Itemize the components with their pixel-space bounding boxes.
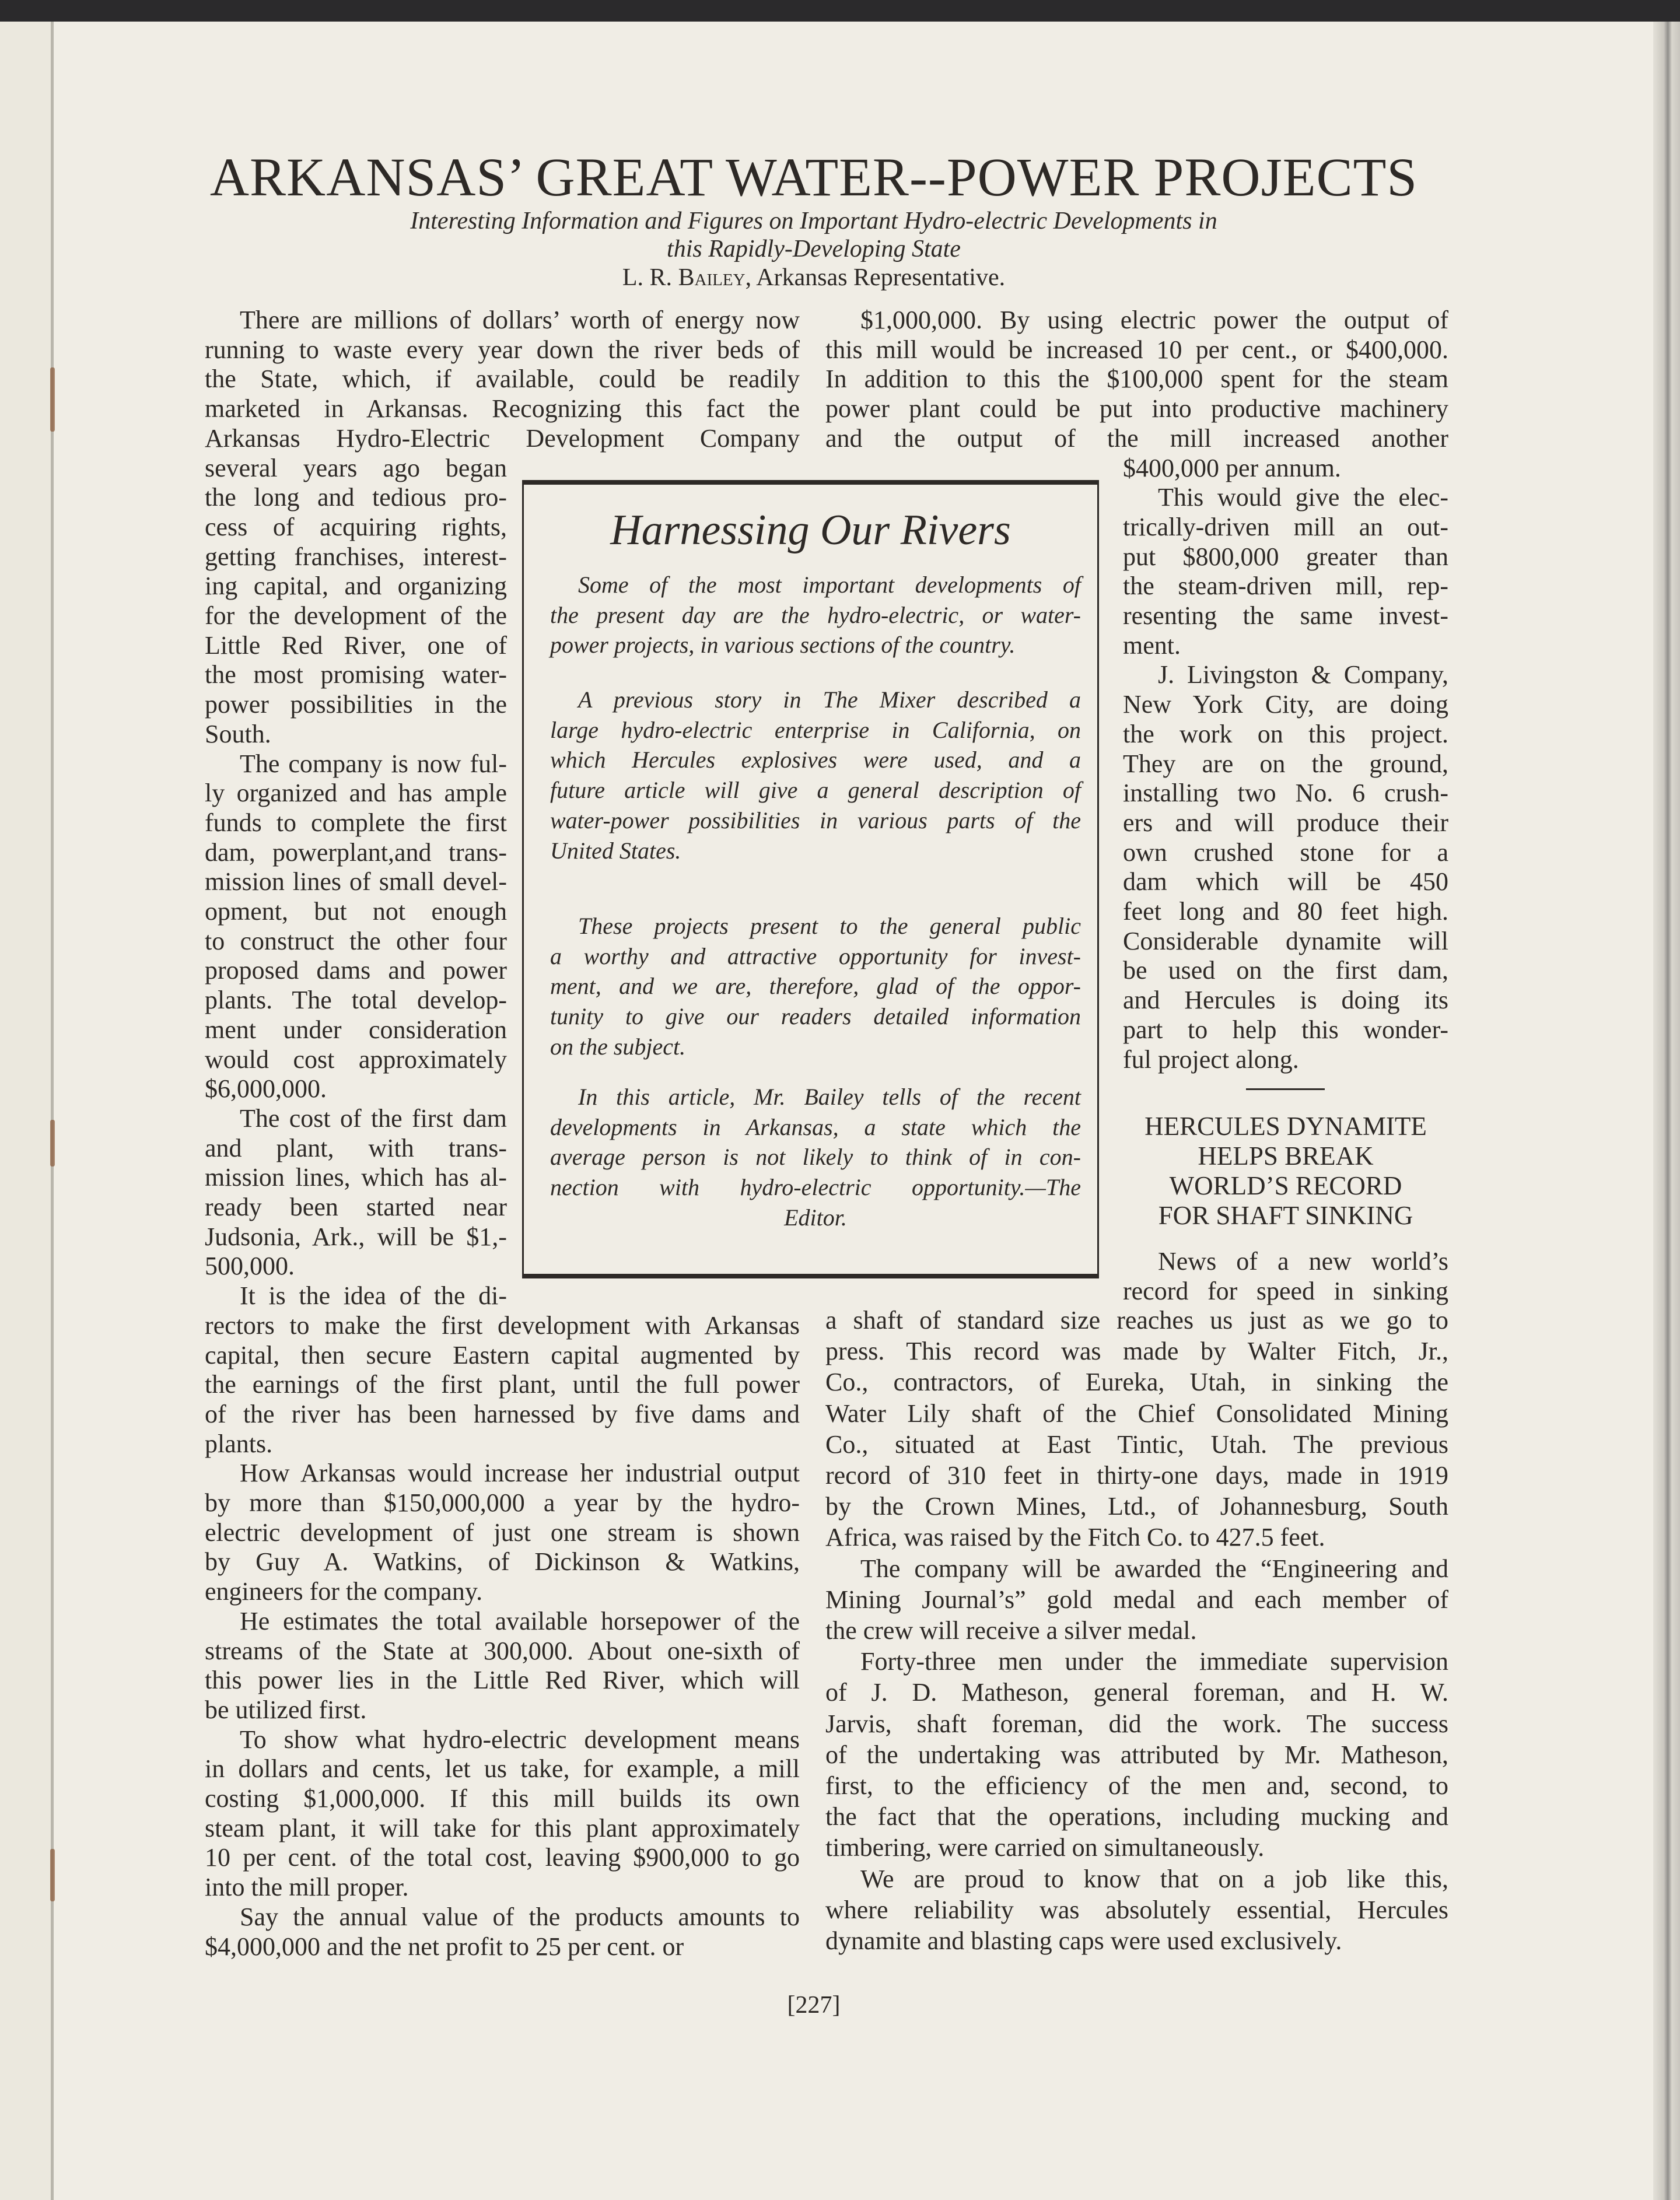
- text-line: the most promising water-: [205, 660, 507, 689]
- text-line: plants. The total develop-: [205, 986, 507, 1015]
- text-line: the earnings of the first plant, until the full power: [205, 1370, 800, 1399]
- text-line: by Guy A. Watkins, of Dickinson & Watkins,: [205, 1547, 800, 1577]
- text-line: on the subject.: [550, 1033, 686, 1060]
- text-line: the present day are the hydro-electric, or water-: [550, 601, 1081, 628]
- byline-role: , Arkansas Representative.: [745, 264, 1006, 291]
- text-line: the State, which, if available, could be readily: [205, 365, 800, 394]
- text-line: put $800,000 greater than: [1123, 542, 1448, 571]
- text-line: proposed dams and power: [205, 956, 507, 985]
- text-line: where reliability was absolutely essential, Hercules: [825, 1895, 1448, 1924]
- text-line: the crew will receive a silver medal.: [825, 1616, 1197, 1645]
- text-line: $400,000 per annum.: [1123, 453, 1341, 482]
- text-line: The company will be awarded the “Engineering and: [860, 1554, 1448, 1583]
- text-line: 500,000.: [205, 1252, 295, 1281]
- text-line: by the Crown Mines, Ltd., of Johannesburg, South: [825, 1492, 1448, 1521]
- text-line: this power lies in the Little Red River, which will: [205, 1666, 800, 1695]
- text-line: engineers for the company.: [205, 1577, 483, 1606]
- text-line: the work on this project.: [1123, 719, 1448, 748]
- text-line: own crushed stone for a: [1123, 838, 1448, 867]
- text-line: in dollars and cents, let us take, for example, a mill: [205, 1754, 800, 1784]
- text-line: cess of acquiring rights,: [205, 512, 507, 541]
- text-line: 10 per cent. of the total cost, leaving $900,000 to go: [205, 1843, 800, 1872]
- text-line: ers and will produce their: [1123, 808, 1448, 837]
- text-line: Arkansas Hydro-Electric Development Company: [205, 423, 800, 453]
- text-line: dam which will be 450: [1123, 867, 1448, 896]
- text-line: nection with hydro-electric opportunity.—The: [550, 1174, 1081, 1201]
- article-subtitle: this Rapidly-Developing State: [667, 236, 961, 262]
- text-line: $6,000,000.: [205, 1074, 327, 1103]
- text-line: ment under consideration: [205, 1015, 507, 1044]
- text-line: to construct the other four: [205, 926, 507, 955]
- text-line: Co., contractors, of Eureka, Utah, in sinking the: [825, 1368, 1448, 1397]
- text-line: streams of the State at 300,000. About one-sixth of: [205, 1636, 800, 1665]
- text-line: developments in Arkansas, a state which the: [550, 1113, 1081, 1140]
- text-line: which Hercules explosives were used, and a: [550, 747, 1081, 773]
- text-line: Editor.: [784, 1204, 847, 1231]
- page-number: [227]: [787, 1992, 841, 2019]
- text-line: by more than $150,000,000 a year by the hydro-: [205, 1488, 800, 1517]
- text-line: ing capital, and organizing: [205, 572, 507, 601]
- text-line: Say the annual value of the products amounts to: [240, 1902, 800, 1931]
- text-line: the fact that the operations, including mucking and: [825, 1802, 1448, 1831]
- text-line: installing two No. 6 crush-: [1123, 779, 1448, 808]
- text-line: getting franchises, interest-: [205, 542, 507, 571]
- text-line: Africa, was raised by the Fitch Co. to 427.5 feet.: [825, 1523, 1325, 1552]
- text-line: A previous story in The Mixer described a: [578, 686, 1081, 713]
- scan-background-top: [0, 0, 1680, 22]
- text-line: Some of the most important developments of: [578, 572, 1081, 598]
- binding-stain: [50, 1120, 55, 1166]
- byline-author: Bailey: [678, 264, 746, 291]
- byline-initials: L. R.: [622, 264, 678, 291]
- text-line: How Arkansas would increase her industrial output: [240, 1459, 800, 1488]
- text-line: of the river has been harnessed by five dams and: [205, 1399, 800, 1428]
- text-line: a worthy and attractive opportunity for invest-: [550, 943, 1081, 969]
- text-line: The cost of the first dam: [240, 1103, 507, 1133]
- text-line: resenting the same invest-: [1123, 601, 1448, 630]
- text-line: record of 310 feet in thirty-one days, made in 1919: [825, 1461, 1448, 1490]
- text-line: Mining Journal’s” gold medal and each member of: [825, 1585, 1448, 1614]
- text-line: a shaft of standard size reaches us just as we go to: [825, 1306, 1448, 1334]
- text-line: and the output of the mill increased another: [825, 423, 1448, 453]
- text-line: plants.: [205, 1429, 273, 1458]
- text-line: into the mill proper.: [205, 1873, 409, 1902]
- text-line: The company is now ful-: [240, 749, 507, 778]
- text-line: Judsonia, Ark., will be $1,-: [205, 1222, 507, 1251]
- text-line: mission lines of small devel-: [205, 867, 507, 896]
- text-line: mission lines, which has al-: [205, 1163, 507, 1192]
- text-line: ment, and we are, therefore, glad of the oppor-: [550, 973, 1081, 1000]
- text-line: would cost approximately: [205, 1045, 507, 1074]
- text-line: Little Red River, one of: [205, 630, 507, 660]
- text-line: ready been started near: [205, 1193, 507, 1221]
- text-line: costing $1,000,000. If this mill builds its own: [205, 1784, 800, 1813]
- page-right-edge-shadow: [1653, 22, 1680, 2200]
- text-line: running to waste every year down the river beds of: [205, 335, 800, 364]
- text-line: this mill would be increased 10 per cent., or $400,000.: [825, 335, 1448, 364]
- text-line: future article will give a general description of: [550, 777, 1081, 804]
- article-subtitle: Interesting Information and Figures on Important Hydro-electric Developments in: [410, 208, 1217, 234]
- text-line: In addition to this the $100,000 spent for the steam: [825, 365, 1448, 394]
- text-line: They are on the ground,: [1123, 749, 1448, 778]
- text-line: steam plant, it will take for this plant approximately: [205, 1813, 800, 1842]
- text-line: several years ago began: [205, 453, 507, 482]
- text-line: average person is not likely to think of in con-: [550, 1144, 1081, 1171]
- text-line: power possibilities in the: [205, 690, 507, 719]
- text-line: power projects, in various sections of the country.: [550, 632, 1016, 658]
- text-line: He estimates the total available horsepower of the: [240, 1606, 800, 1635]
- text-line: dam, powerplant,and trans-: [205, 838, 507, 867]
- text-line: water-power possibilities in various parts of the: [550, 807, 1081, 833]
- text-line: In this article, Mr. Bailey tells of the recent: [578, 1084, 1081, 1110]
- text-line: ment.: [1123, 630, 1181, 660]
- text-line: record for speed in sinking: [1123, 1276, 1448, 1305]
- text-line: funds to complete the first: [205, 808, 507, 837]
- text-line: part to help this wonder-: [1123, 1015, 1448, 1044]
- text-line: To show what hydro-electric development means: [240, 1725, 800, 1754]
- text-line: capital, then secure Eastern capital augmented by: [205, 1340, 800, 1369]
- text-line: $4,000,000 and the net profit to 25 per cent. or: [205, 1932, 684, 1961]
- text-line: rectors to make the first development with Arkansas: [205, 1311, 800, 1340]
- text-line: the long and tedious pro-: [205, 483, 507, 512]
- text-line: electric development of just one stream is shown: [205, 1518, 800, 1547]
- text-line: trically-driven mill an out-: [1123, 512, 1448, 541]
- text-line: for the development of the: [205, 601, 507, 630]
- text-line: of the undertaking was attributed by Mr. Matheson,: [825, 1740, 1448, 1769]
- text-line: feet long and 80 feet high.: [1123, 897, 1448, 926]
- adjacent-page-edge: [0, 22, 52, 2200]
- text-line: be used on the first dam,: [1123, 956, 1448, 985]
- text-line: ful project along.: [1123, 1045, 1299, 1074]
- text-line: These projects present to the general public: [578, 913, 1081, 939]
- text-line: $1,000,000. By using electric power the output of: [860, 306, 1448, 334]
- text-line: the steam-driven mill, rep-: [1123, 572, 1448, 601]
- text-line: timbering, were carried on simultaneously.: [825, 1833, 1265, 1862]
- hercules-headline: FOR SHAFT SINKING: [1158, 1201, 1413, 1230]
- text-line: New York City, are doing: [1123, 690, 1448, 719]
- text-line: first, to the efficiency of the men and, second, to: [825, 1771, 1448, 1800]
- text-line: marketed in Arkansas. Recognizing this fact the: [205, 394, 800, 423]
- text-line: press. This record was made by Walter Fitch, Jr.,: [825, 1337, 1448, 1366]
- section-divider: [1246, 1088, 1325, 1090]
- text-line: tunity to give our readers detailed information: [550, 1003, 1081, 1030]
- text-line: United States.: [550, 837, 681, 864]
- hercules-headline: HELPS BREAK: [1198, 1141, 1374, 1171]
- text-line: It is the idea of the di-: [240, 1281, 507, 1311]
- text-line: Considerable dynamite will: [1123, 926, 1448, 955]
- text-line: Forty-three men under the immediate supervision: [860, 1647, 1448, 1676]
- text-line: South.: [205, 719, 271, 748]
- text-line: and plant, with trans-: [205, 1133, 507, 1162]
- article-title: ARKANSAS’ GREAT WATER--POWER PROJECTS: [209, 148, 1418, 208]
- text-line: power plant could be put into productive machinery: [825, 394, 1448, 423]
- binding-stain: [50, 1849, 55, 1901]
- text-line: ly organized and has ample: [205, 779, 507, 808]
- text-line: of J. D. Matheson, general foreman, and H. W.: [825, 1678, 1448, 1707]
- text-line: We are proud to know that on a job like this,: [860, 1864, 1448, 1893]
- text-line: There are millions of dollars’ worth of energy now: [240, 306, 800, 334]
- sidebar-title: Harnessing Our Rivers: [610, 506, 1011, 554]
- text-line: Co., situated at East Tintic, Utah. The previous: [825, 1430, 1448, 1459]
- text-line: large hydro-electric enterprise in California, on: [550, 716, 1081, 743]
- hercules-headline: WORLD’S RECORD: [1169, 1171, 1402, 1200]
- hercules-headline: HERCULES DYNAMITE: [1144, 1112, 1427, 1141]
- text-line: opment, but not enough: [205, 897, 507, 926]
- text-line: and Hercules is doing its: [1123, 986, 1448, 1015]
- text-line: dynamite and blasting caps were used exclusively.: [825, 1926, 1342, 1955]
- byline: [292, 264, 1336, 292]
- text-line: Jarvis, shaft foreman, did the work. The success: [825, 1709, 1448, 1738]
- binding-stain: [50, 367, 55, 432]
- text-line: J. Livingston & Company,: [1158, 660, 1448, 689]
- text-line: News of a new world’s: [1158, 1247, 1448, 1276]
- text-line: be utilized first.: [205, 1695, 367, 1724]
- text-line: This would give the elec-: [1158, 483, 1448, 512]
- text-line: Water Lily shaft of the Chief Consolidated Mining: [825, 1399, 1448, 1428]
